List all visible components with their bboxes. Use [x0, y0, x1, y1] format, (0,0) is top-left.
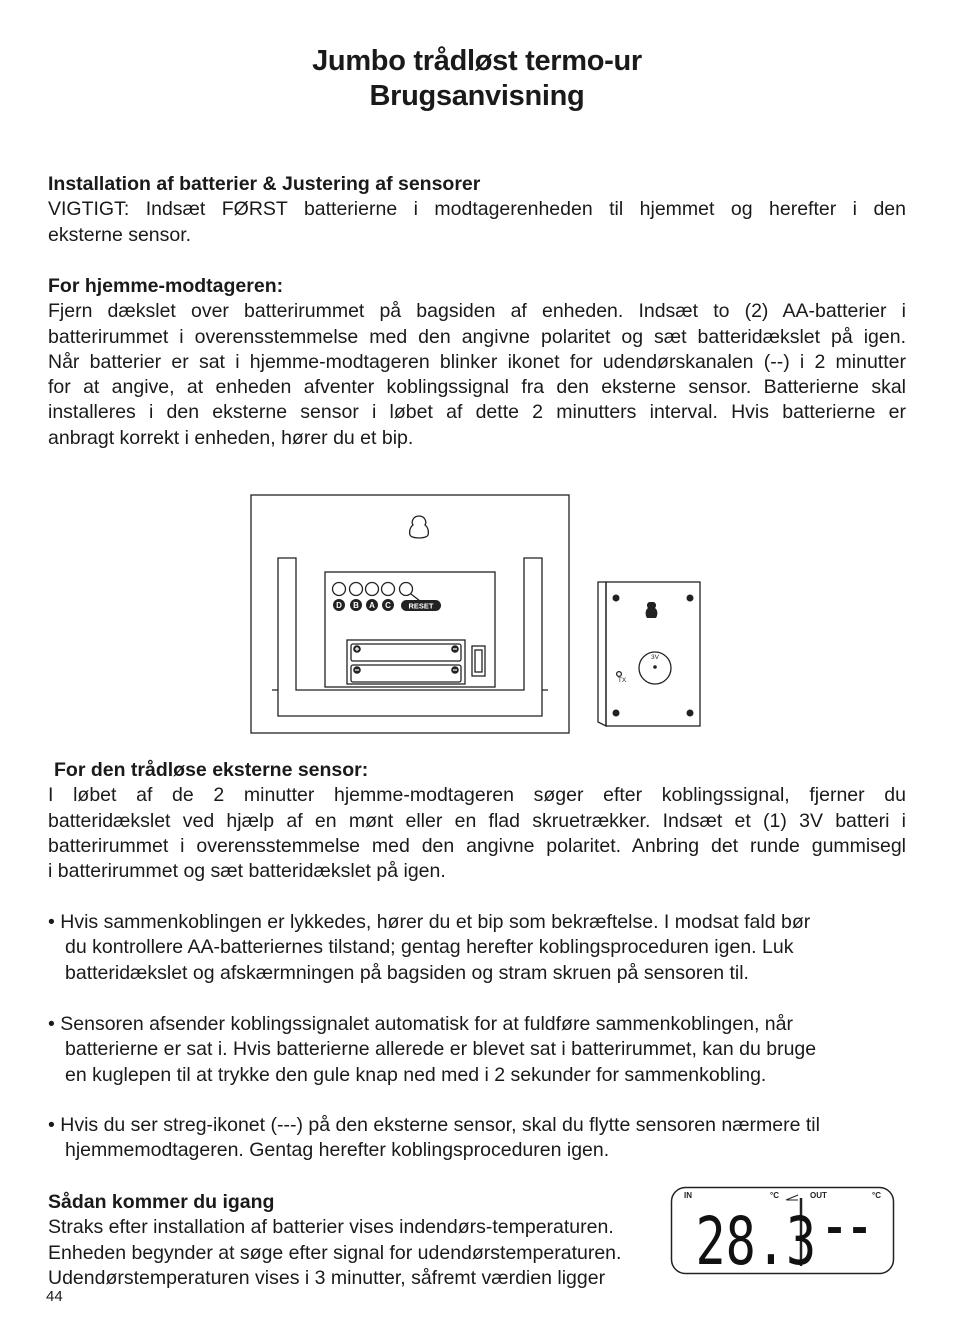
sensor-line: batteridækslet ved hjælp af en mønt eller en flad skruetrækker. Indsæt et (1) 3V batteri i: [48, 809, 906, 832]
out-label: OUT: [810, 1191, 827, 1200]
reset-button-icon: [400, 583, 413, 596]
unit-out: °C: [872, 1191, 881, 1200]
sensor-section: [48, 758, 906, 884]
receiver-line: anbragt korrekt i enheden, hører du et bip.: [48, 426, 414, 449]
button-c-icon: [382, 583, 395, 596]
receiver-line: installeres i den eksterne sensor i løbet af dette 2 minutters interval. Hvis batterierne er: [48, 401, 906, 424]
title-line-1: Jumbo trådløst termo-ur: [312, 45, 642, 77]
bullet-line: • Hvis du ser streg-ikonet (---) på den eksterne sensor, skal du flytte sensoren nærmere til: [48, 1114, 820, 1136]
aa-battery-1: [351, 644, 461, 661]
sensor-line: I løbet af de 2 minutter hjemme-modtageren søger efter koblingssignal, fjerner du: [48, 784, 906, 807]
install-line: VIGTIGT: Indsæt FØRST batterierne i modtagerenheden til hjemmet og herefter i den: [48, 198, 906, 221]
start-heading: Sådan kommer du igang: [48, 1191, 275, 1213]
bullet-item: [48, 910, 928, 986]
aa-battery-2: [351, 665, 461, 682]
bullet-line: en kuglepen til at trykke den gule knap ned med i 2 sekunder for sammenkobling.: [65, 1063, 767, 1086]
receiver-heading: For hjemme-modtageren:: [48, 275, 284, 297]
unit-in: °C: [770, 1191, 779, 1200]
sensor-battery-label: 3V: [651, 654, 659, 661]
bullet-line: batterierne er sat i. Hvis batterierne allerede er blevet sat i batterirummet, kan du bruge: [65, 1038, 817, 1061]
page-number: 44: [46, 1288, 63, 1305]
button-c-label: C: [385, 601, 391, 610]
in-label: IN: [684, 1191, 692, 1200]
receiver-section: [48, 274, 906, 451]
bullet-line: • Hvis sammenkoblingen er lykkedes, hører du et bip som bekræftelse. I modsat fald bør: [48, 911, 811, 933]
button-b-icon: [350, 583, 363, 596]
receiver-line: for at angive, at enheden afventer koblingssignal fra den eksterne sensor. Batterierne skal: [48, 376, 906, 399]
sensor-hang-hole-icon: [646, 602, 658, 618]
bullet-item: [48, 1113, 928, 1164]
lcd-display: [670, 1186, 896, 1278]
tx-label: TX: [617, 677, 627, 684]
battery-compartment: [347, 640, 465, 684]
bullet-line: hjemmemodtageren. Gentag herefter koblingsproceduren igen.: [65, 1139, 610, 1162]
bullet-item: [48, 1012, 928, 1088]
start-line: Enheden begynder at søge efter signal for udendørstemperaturen.: [48, 1241, 622, 1264]
receiver-line: batterirummet i overensstemmelse med den angivne polaritet og sæt batteridækslet på igen.: [48, 325, 906, 348]
title-line-2: Brugsanvisning: [369, 80, 585, 112]
button-a-label: A: [369, 601, 375, 610]
receiver-line: Når batterier er sat i hjemme-modtageren blinker ikonet for udendørskanalen (--) i 2 minutter: [48, 350, 906, 373]
install-heading: Installation af batterier & Justering af sensorer: [48, 173, 481, 195]
indoor-temperature: 28.3: [695, 1203, 817, 1278]
button-d-icon: [333, 583, 346, 596]
device-back-illustration: [250, 494, 710, 736]
bullet-line: • Sensoren afsender koblingssignalet automatisk for at fuldføre sammenkoblingen, når: [48, 1013, 793, 1035]
install-line: eksterne sensor.: [48, 223, 192, 246]
page-title: [0, 44, 954, 114]
start-line: Udendørstemperaturen vises i 3 minutter, såfremt værdien ligger: [48, 1266, 606, 1289]
sensor-side: [598, 582, 606, 726]
sensor-line: i batterirummet og sæt batteridækslet på igen.: [48, 860, 446, 883]
button-a-icon: [366, 583, 379, 596]
start-line: Straks efter installation af batterier vises indendørs-temperaturen.: [48, 1216, 614, 1239]
sensor-heading: For den trådløse eksterne sensor:: [54, 759, 369, 781]
reset-label: RESET: [408, 601, 434, 611]
sensor-line: batterirummet i overensstemmelse med den angivne polaritet. Anbring det runde gummisegl: [48, 834, 906, 857]
bullet-line: batteridækslet og afskærmningen på bagsiden og stram skruen på sensoren til.: [65, 961, 749, 984]
outdoor-temperature: --: [822, 1203, 872, 1252]
hang-hole-icon: [410, 516, 429, 538]
stand-outline: [278, 558, 542, 716]
start-section: [48, 1190, 668, 1291]
install-section: [48, 172, 906, 248]
button-d-label: D: [336, 601, 342, 610]
receiver-line: Fjern dækslet over batterirummet på bagsiden af enheden. Indsæt to (2) AA-batterier i: [48, 300, 906, 323]
bullet-line: du kontrollere AA-batteriernes tilstand; gentag herefter koblingsproceduren igen. Luk: [65, 936, 794, 959]
button-b-label: B: [353, 601, 359, 610]
